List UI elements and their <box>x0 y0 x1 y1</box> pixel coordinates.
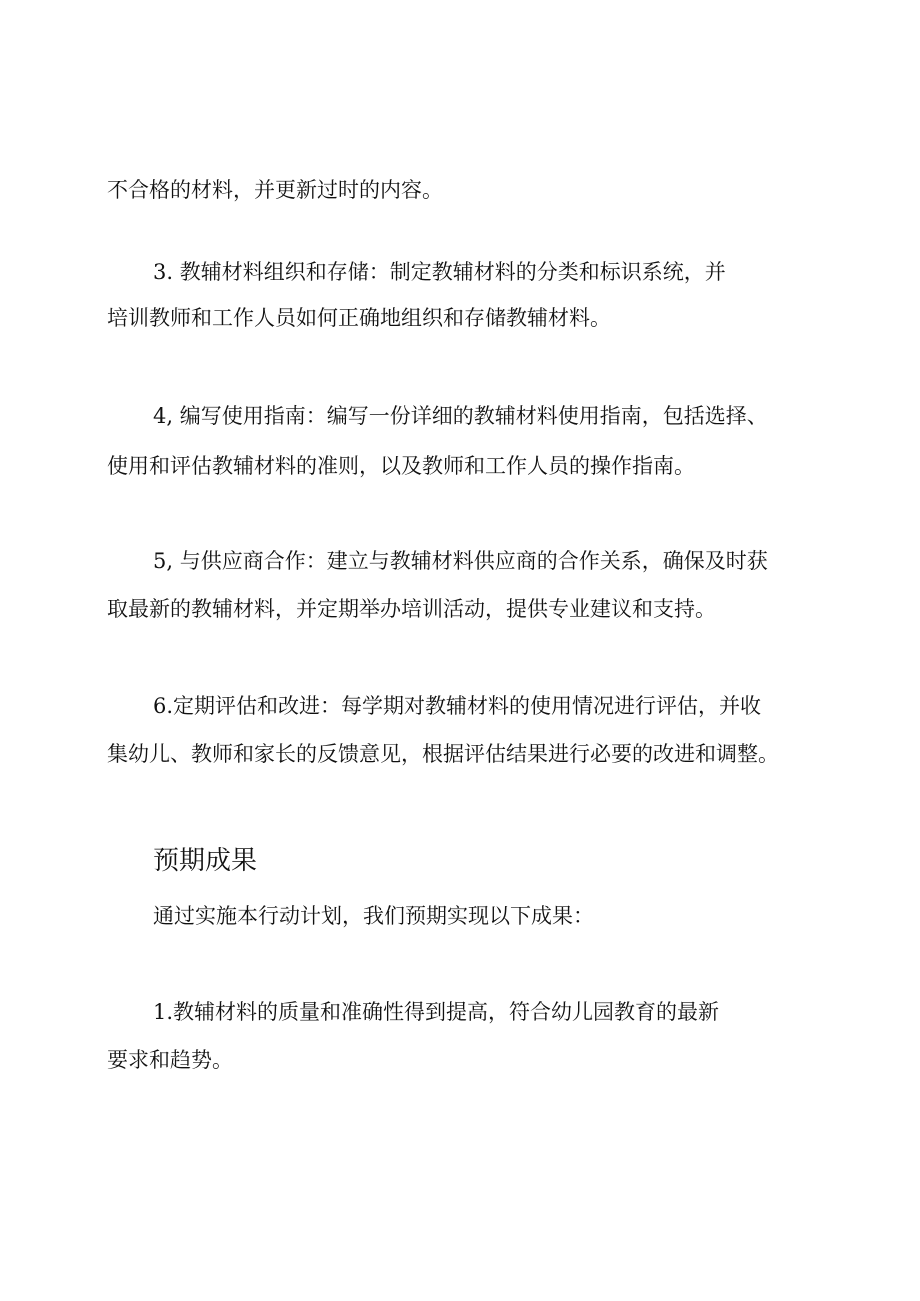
item-4-line-2: 使用和评估教辅材料的准则，以及教师和工作人员的操作指南。 <box>107 454 695 478</box>
item-5-line-2: 取最新的教辅材料，并定期举办培训活动，提供专业建议和支持。 <box>107 597 716 621</box>
section-heading: 预期成果 <box>153 846 258 876</box>
outcome-1-line-2: 要求和趋势。 <box>107 1048 233 1072</box>
outcome-1-line-1: 1.教辅材料的质量和准确性得到提高，符合幼儿园教育的最新 <box>153 1000 720 1024</box>
item-6-line-1: 6.定期评估和改进：每学期对教辅材料的使用情况进行评估，并收 <box>153 694 762 718</box>
item-6-line-2: 集幼儿、教师和家长的反馈意见，根据评估结果进行必要的改进和调整。 <box>107 742 779 766</box>
item-3-line-2: 培训教师和工作人员如何正确地组织和存储教辅材料。 <box>107 306 611 330</box>
section-intro: 通过实施本行动计划，我们预期实现以下成果： <box>153 904 594 928</box>
continuation-text: 不合格的材料，并更新过时的内容。 <box>107 178 443 202</box>
item-5-line-1: 5, 与供应商合作：建立与教辅材料供应商的合作关系，确保及时获 <box>153 549 768 573</box>
item-3-line-1: 3. 教辅材料组织和存储：制定教辅材料的分类和标识系统，并 <box>153 260 726 284</box>
item-4-line-1: 4, 编写使用指南：编写一份详细的教辅材料使用指南，包括选择、 <box>153 404 768 428</box>
